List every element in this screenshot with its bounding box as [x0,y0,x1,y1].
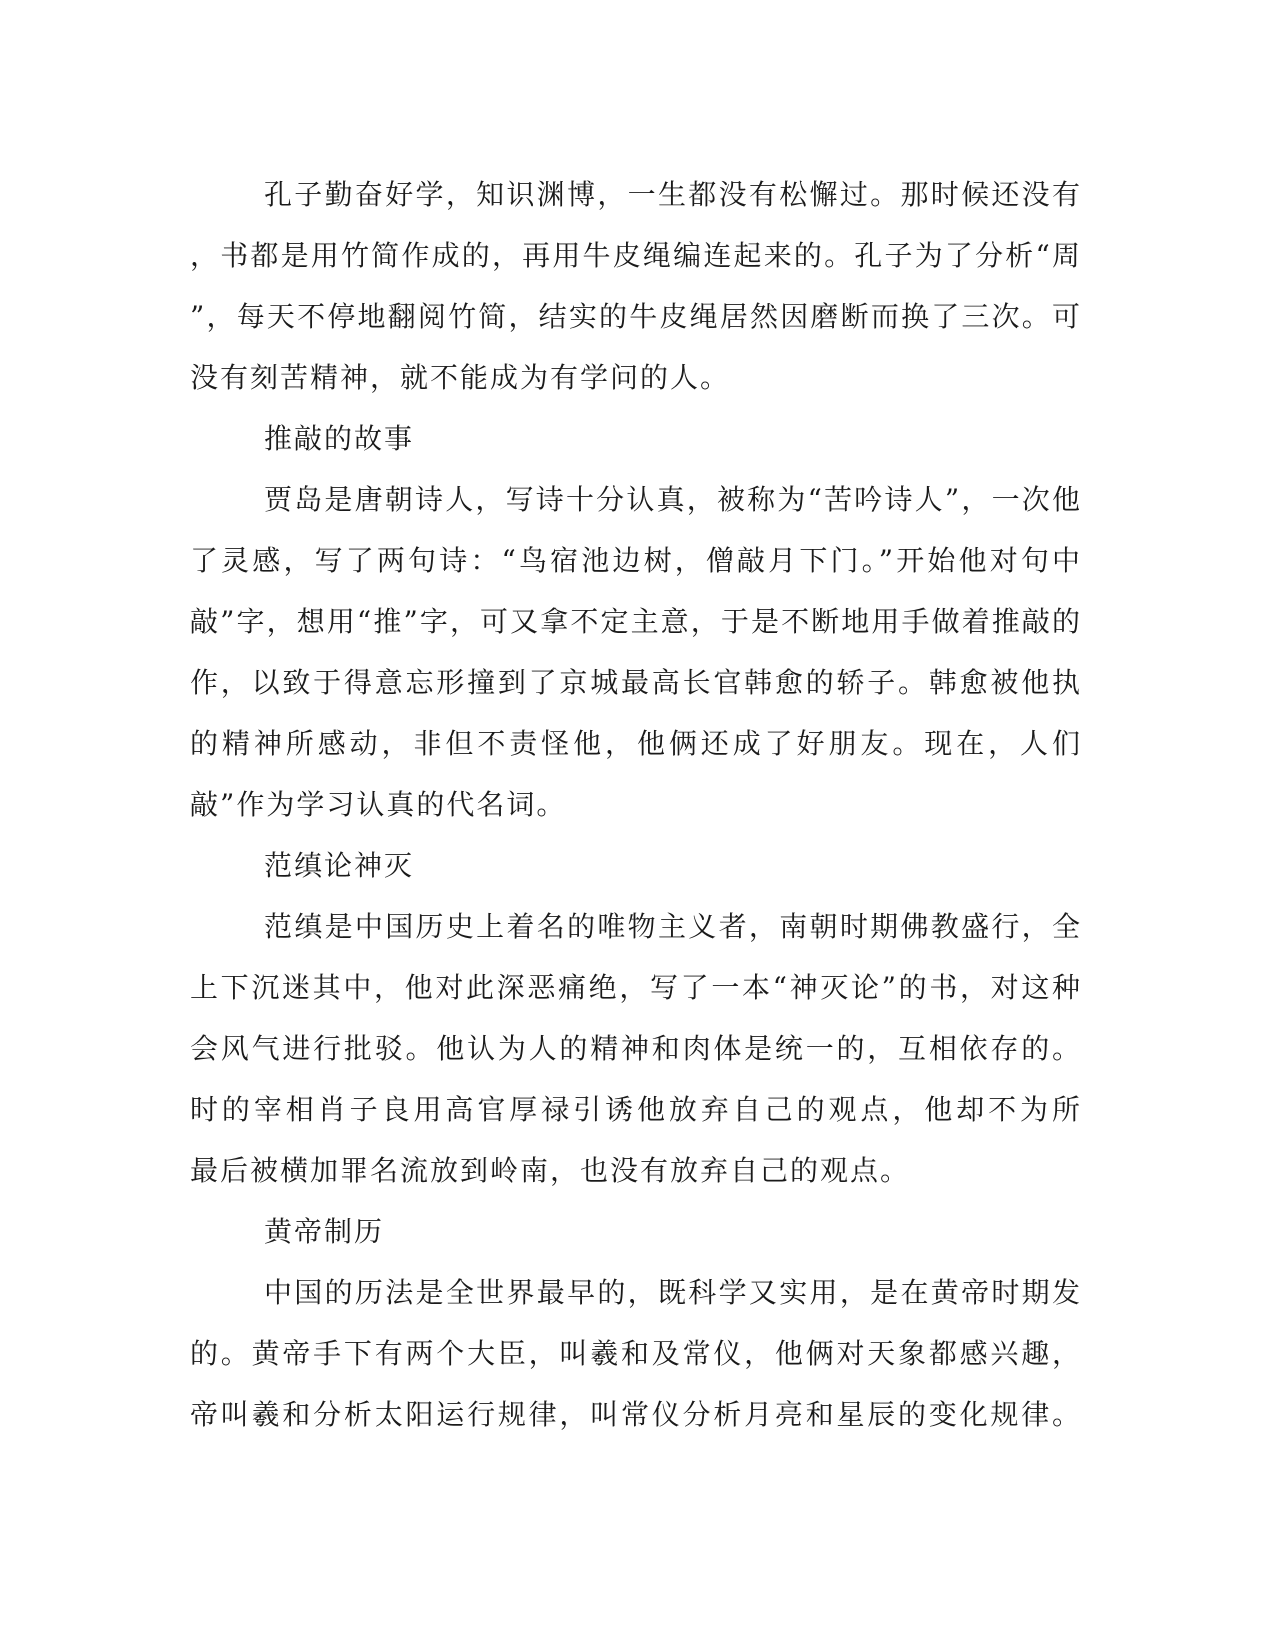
text-line: 贾岛是唐朝诗人，写诗十分认真，被称为“苦吟诗人”，一次他 [264,483,1082,516]
document-body [190,164,1082,1445]
section-heading: 推敲的故事 [264,422,415,455]
text-line: 的。黄帝手下有两个大臣，叫羲和及常仪，他俩对天象都感兴趣， [190,1337,1082,1370]
text-line: 范缜是中国历史上着名的唯物主义者，南朝时期佛教盛行，全 [264,910,1082,943]
section-heading: 范缜论神灭 [264,849,415,882]
text-line: 帝叫羲和分析太阳运行规律，叫常仪分析月亮和星辰的变化规律。 [190,1398,1082,1431]
text-line: 时的宰相肖子良用高官厚禄引诱他放弃自己的观点，他却不为所 [190,1093,1082,1126]
text-line: 中国的历法是全世界最早的，既科学又实用，是在黄帝时期发 [264,1276,1082,1309]
text-line: 敲”字，想用“推”字，可又拿不定主意，于是不断地用手做着推敲的 [190,605,1082,638]
section-heading: 黄帝制历 [264,1215,385,1248]
text-line: 会风气进行批驳。他认为人的精神和肉体是统一的，互相依存的。 [190,1032,1082,1065]
text-line: 孔子勤奋好学，知识渊博，一生都没有松懈过。那时候还没有 [264,178,1082,211]
text-line: 没有刻苦精神，就不能成为有学问的人。 [190,361,731,394]
text-line: 作，以致于得意忘形撞到了京城最高长官韩愈的轿子。韩愈被他执 [190,666,1082,699]
text-line: ”，每天不停地翻阅竹简，结实的牛皮绳居然因磨断而换了三次。可 [190,300,1082,333]
text-line: 上下沉迷其中，他对此深恶痛绝，写了一本“神灭论”的书，对这种 [190,971,1082,1004]
text-line: ，书都是用竹简作成的，再用牛皮绳编连起来的。孔子为了分析“周 [190,239,1082,272]
text-line: 敲”作为学习认真的代名词。 [190,788,567,821]
text-line: 最后被横加罪名流放到岭南，也没有放弃自己的观点。 [190,1154,911,1187]
text-line: 了灵感，写了两句诗：“鸟宿池边树，僧敲月下门。”开始他对句中 [190,544,1082,577]
text-line: 的精神所感动，非但不责怪他，他俩还成了好朋友。现在，人们 [190,727,1082,760]
